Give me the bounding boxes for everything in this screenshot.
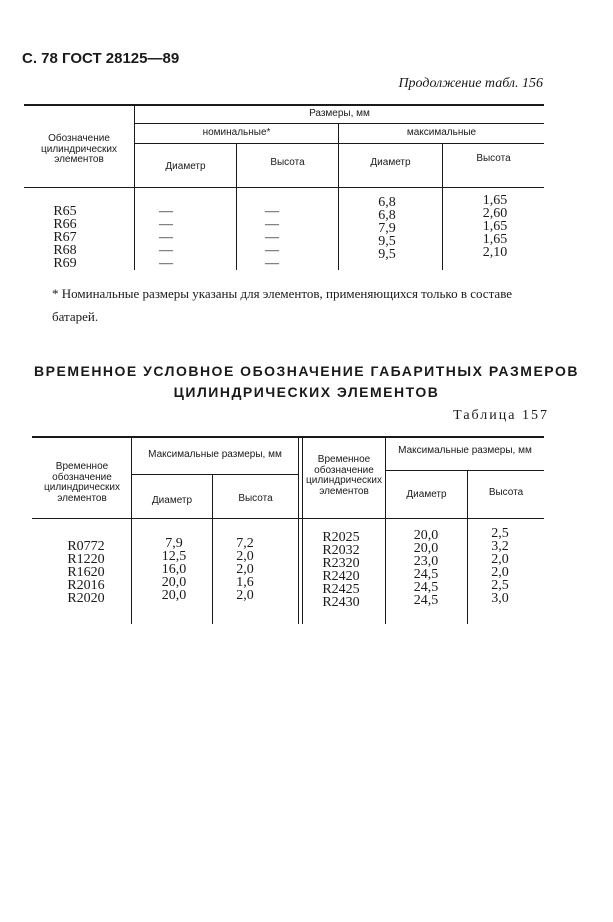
col-designation2-header: Временное обозначение цилиндрических элементов (306, 454, 382, 497)
table-157-label: Таблица 157 (453, 408, 549, 423)
section-title-line2: ЦИЛИНДРИЧЕСКИХ ЭЛЕМЕНТОВ (173, 384, 440, 400)
col-max-diameter-header: Диаметр (370, 157, 411, 168)
col-nom-height-header: Высота (270, 157, 305, 168)
col-max-height-header: Высота (476, 153, 511, 164)
col-sizes-header: Размеры, мм (309, 108, 370, 119)
col-maximal-header: максимальные (406, 127, 477, 138)
col-designation-header: Временное обозначение цилиндрических элементов (44, 461, 120, 504)
table-156-header-rule (24, 187, 544, 188)
col-diameter2-header: Диаметр (406, 489, 447, 500)
table-156-top-rule (24, 104, 544, 106)
col-height-header: Высота (238, 493, 273, 504)
table-156-footnote: * Номинальные размеры указаны для элементов, применяющихся только в составе батарей. (52, 286, 513, 324)
col-diameter-header: Диаметр (151, 495, 193, 506)
col-height2-header: Высота (488, 487, 524, 498)
col-nom-diameter-header: Диаметр (165, 161, 206, 172)
col-max-sizes2-header: Максимальные размеры, мм (398, 445, 532, 456)
page-header-left: С. 78 ГОСТ 28125—89 (22, 50, 180, 67)
page-header-right: Продолжение табл. 156 (398, 76, 543, 91)
col-nominal-header: номинальные* (202, 127, 271, 138)
col-designation-header: Обозначение цилиндрических элементов (41, 133, 117, 165)
section-title-line1: ВРЕМЕННОЕ УСЛОВНОЕ ОБОЗНАЧЕНИЕ ГАБАРИТНЫХ РАЗМЕРОВ (34, 363, 579, 379)
col-max-sizes-header: Максимальные размеры, мм (148, 449, 282, 460)
table-156-sizes-rule (135, 123, 544, 124)
